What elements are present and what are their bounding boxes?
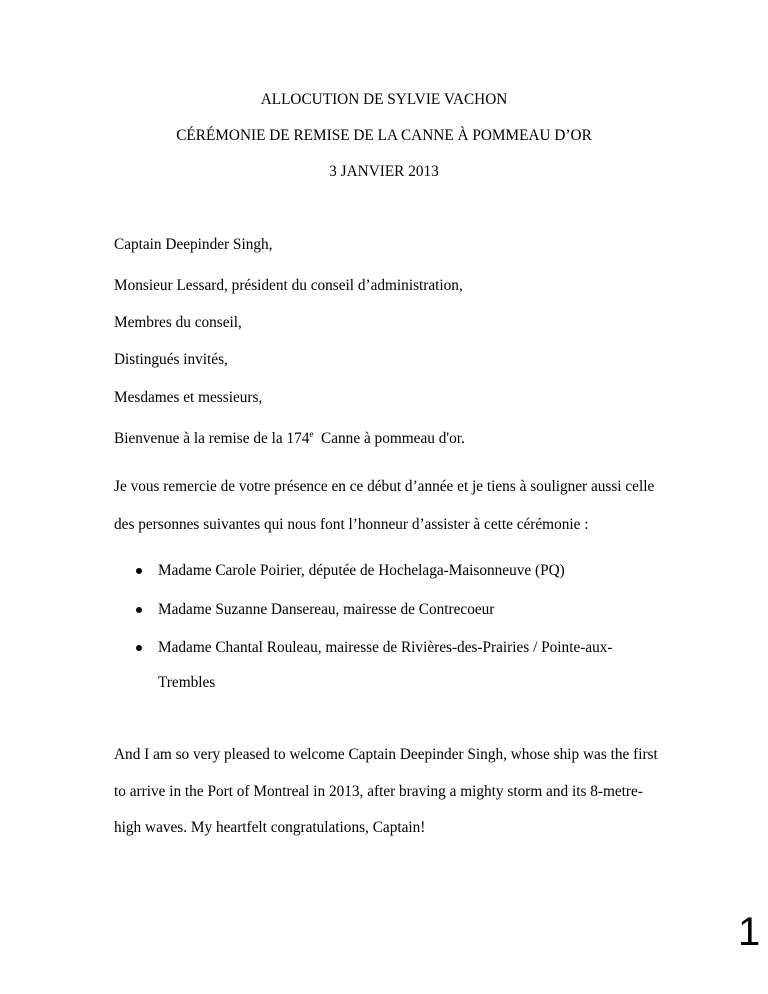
english-paragraph-line: to arrive in the Port of Montreal in 2013, after braving a mighty storm and its 8-metre- — [114, 783, 643, 800]
welcome-text-end: Canne à pommeau d'or. — [313, 430, 465, 447]
salutation-line: Membres du conseil, — [114, 314, 242, 331]
salutation-line: Captain Deepinder Singh, — [114, 236, 273, 253]
speech-title: ALLOCUTION DE SYLVIE VACHON — [260, 91, 508, 108]
speech-date: 3 JANVIER 2013 — [329, 163, 439, 180]
ordinal-superscript: e — [309, 429, 314, 439]
bullet-icon — [136, 645, 142, 651]
bullet-icon — [136, 568, 142, 574]
page-number: 1 — [738, 910, 761, 954]
salutation-line: Mesdames et messieurs, — [114, 389, 263, 406]
welcome-text-start: Bienvenue à la remise de la 174 — [114, 430, 310, 447]
intro-paragraph-line: Je vous remercie de votre présence en ce début d’année et je tiens à souligner aussi celle — [114, 478, 655, 495]
guest-list-item-continuation: Trembles — [158, 674, 216, 691]
english-paragraph-line: And I am so very pleased to welcome Captain Deepinder Singh, whose ship was the first — [114, 746, 658, 763]
salutation-line: Distingués invités, — [114, 351, 228, 368]
guest-list-item: Madame Suzanne Dansereau, mairesse de Contrecoeur — [158, 601, 495, 618]
guest-list-item: Madame Chantal Rouleau, mairesse de Rivières-des-Prairies / Pointe-aux- — [158, 639, 613, 656]
ceremony-title: CÉRÉMONIE DE REMISE DE LA CANNE À POMMEAU D’OR — [176, 127, 592, 144]
bullet-icon — [136, 607, 142, 613]
english-paragraph-line: high waves. My heartfelt congratulations, Captain! — [114, 819, 426, 836]
intro-paragraph-line: des personnes suivantes qui nous font l’honneur d’assister à cette cérémonie : — [114, 516, 589, 533]
welcome-line — [114, 430, 465, 448]
salutation-line: Monsieur Lessard, président du conseil d’administration, — [114, 277, 463, 294]
guest-list-item: Madame Carole Poirier, députée de Hochelaga-Maisonneuve (PQ) — [158, 562, 565, 579]
